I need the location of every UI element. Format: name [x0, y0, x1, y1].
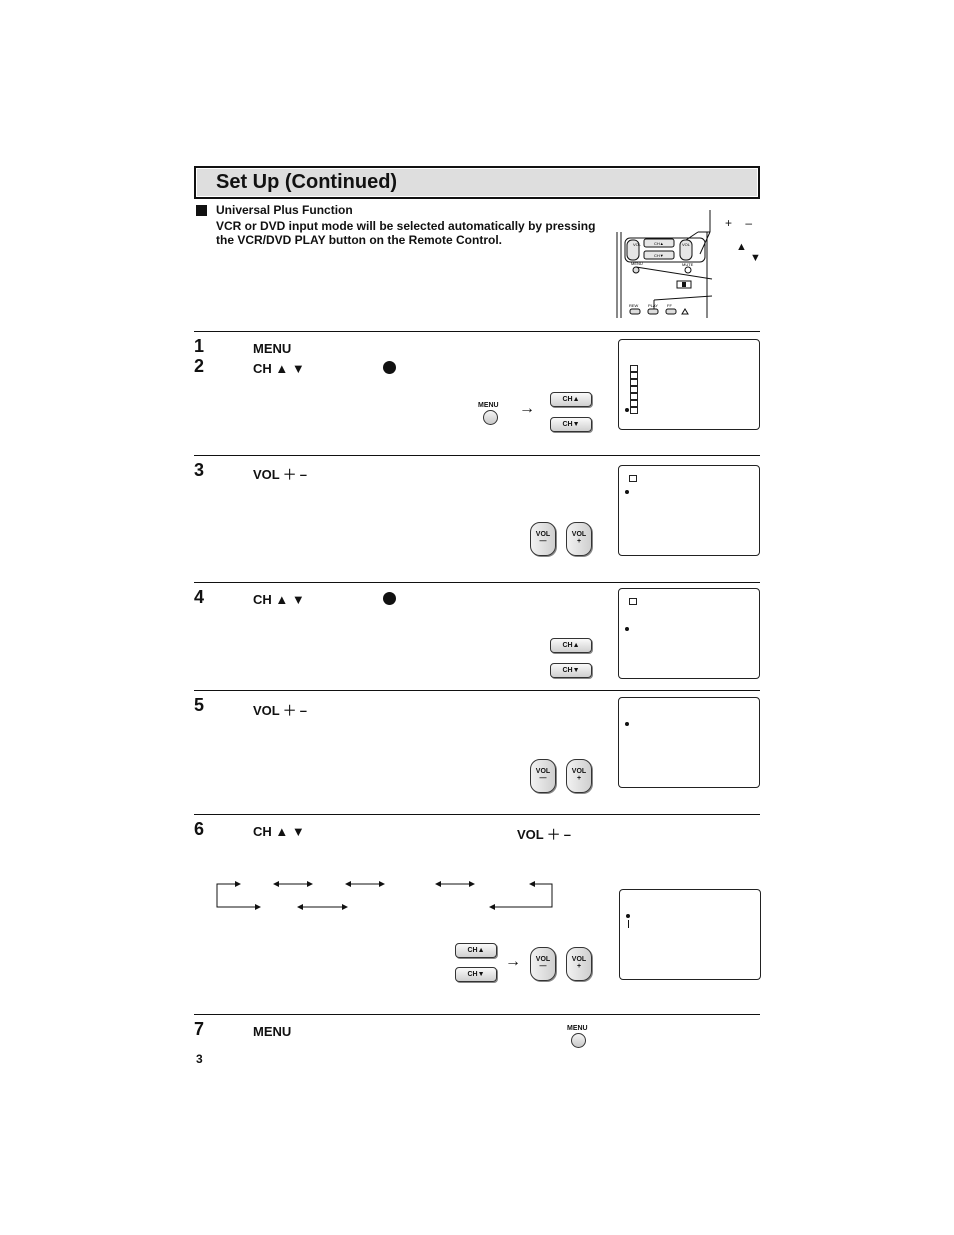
vol-plus-button[interactable]	[566, 759, 592, 793]
step-number: 3	[194, 460, 205, 480]
remote-plus: +	[725, 216, 733, 230]
step-label: MENU	[253, 1024, 292, 1039]
remote-ff-text: FF	[667, 303, 672, 308]
ch-down-button[interactable]: CH▼	[455, 967, 497, 982]
selection-dot-icon	[625, 722, 629, 726]
ch-up-button[interactable]: CH▲	[550, 392, 592, 407]
remote-up-arrow: ▲	[736, 241, 747, 253]
menu-button-label: MENU	[478, 402, 499, 409]
tv-screen-step6	[619, 889, 761, 980]
cursor-mark	[628, 920, 629, 928]
selection-dot-icon	[626, 914, 630, 918]
vol-minus-button[interactable]	[530, 759, 556, 793]
vol-minus-label: VOL	[535, 531, 551, 538]
vol-plus-sign: +	[576, 775, 582, 782]
remote-ch-up-text: CH▲	[654, 241, 664, 246]
remote-vol-minus-text: VOL	[633, 242, 642, 247]
vol-plus-label: VOL	[571, 956, 587, 963]
menu-button-group	[478, 402, 499, 425]
step-label: MENU	[253, 341, 292, 356]
vol-plus-button[interactable]	[566, 522, 592, 556]
remote-mute-text: MUTE	[682, 262, 694, 267]
step-number: 5	[194, 695, 205, 715]
ch-up-button[interactable]: CH▲	[550, 638, 592, 653]
vol-minus-button[interactable]	[530, 522, 556, 556]
vol-plus-sign: +	[576, 963, 582, 970]
step-label: VOL ＋ –	[253, 703, 307, 718]
step-label-secondary: VOL ＋ –	[517, 827, 571, 842]
select-dot-icon	[383, 361, 396, 374]
vol-minus-sign: —	[539, 538, 547, 545]
menu-header-icon	[629, 475, 637, 482]
step-label: CH ▲ ▼	[253, 361, 305, 376]
menu-row-icon	[630, 393, 638, 400]
menu-button-label: MENU	[567, 1025, 588, 1032]
step-number: 7	[194, 1019, 205, 1039]
divider	[194, 455, 760, 456]
remote-ch-down-text: CH▼	[654, 253, 664, 258]
remote-minus: –	[745, 216, 753, 230]
page-number: 3	[196, 1052, 203, 1066]
divider	[194, 1014, 760, 1015]
step-number: 6	[194, 819, 205, 839]
select-dot-icon	[383, 592, 396, 605]
vol-minus-label: VOL	[535, 768, 551, 775]
vol-plus-label: VOL	[571, 768, 587, 775]
page-title: Set Up (Continued)	[216, 171, 398, 193]
menu-row-icon	[630, 379, 638, 386]
menu-row-icon	[630, 386, 638, 393]
vol-plus-label: VOL	[571, 531, 587, 538]
remote-play-text: PLAY	[648, 303, 658, 308]
vol-minus-button[interactable]	[530, 947, 556, 981]
menu-row-icon	[630, 407, 638, 414]
ch-down-button[interactable]: CH▼	[550, 663, 592, 678]
tv-screen-menu	[618, 339, 760, 430]
vol-minus-sign: —	[539, 963, 547, 970]
selection-dot-icon	[625, 408, 629, 412]
menu-button[interactable]	[571, 1033, 586, 1048]
step-label: CH ▲ ▼	[253, 824, 305, 839]
step-number: 2	[194, 356, 205, 376]
divider	[194, 690, 760, 691]
menu-row-icon	[630, 365, 638, 372]
ch-down-button[interactable]: CH▼	[550, 417, 592, 432]
menu-button[interactable]	[483, 410, 498, 425]
remote-menu-text: MENU	[631, 261, 643, 266]
remote-rew-text: REW	[629, 303, 639, 308]
remote-plus-minus	[725, 216, 752, 230]
divider	[194, 582, 760, 583]
menu-button-group	[567, 1025, 588, 1048]
tv-screen-step5	[618, 697, 760, 788]
selection-dot-icon	[625, 627, 629, 631]
ch-up-button[interactable]: CH▲	[455, 943, 497, 958]
arrow-right-icon: →	[505, 953, 521, 970]
menu-header-icon	[629, 598, 637, 605]
vol-minus-label: VOL	[535, 956, 551, 963]
tv-screen-step3	[618, 465, 760, 556]
step-label: CH ▲ ▼	[253, 592, 305, 607]
tv-screen-step4	[618, 588, 760, 679]
cycle-arrows	[214, 878, 559, 914]
vol-minus-sign: —	[539, 775, 547, 782]
step-label: VOL ＋ –	[253, 467, 307, 482]
step-number: 1	[194, 336, 205, 356]
step-number: 4	[194, 587, 205, 607]
remote-down-arrow: ▼	[750, 252, 761, 264]
selection-dot-icon	[625, 490, 629, 494]
section-description: VCR or DVD input mode will be selected automatically by pressing the VCR/DVD PLAY button on the Remote Control.	[216, 219, 596, 247]
arrow-right-icon: →	[519, 400, 535, 417]
remote-vol-plus-text: VOL	[682, 242, 691, 247]
title-bar	[194, 166, 760, 199]
divider	[194, 331, 760, 332]
section-subtitle: Universal Plus Function	[216, 203, 353, 217]
menu-row-icon	[630, 400, 638, 407]
cycle-diagram	[214, 878, 559, 914]
vol-plus-sign: +	[576, 538, 582, 545]
bullet-square	[196, 205, 207, 216]
menu-row-icon	[630, 372, 638, 379]
vol-plus-button[interactable]	[566, 947, 592, 981]
divider	[194, 814, 760, 815]
